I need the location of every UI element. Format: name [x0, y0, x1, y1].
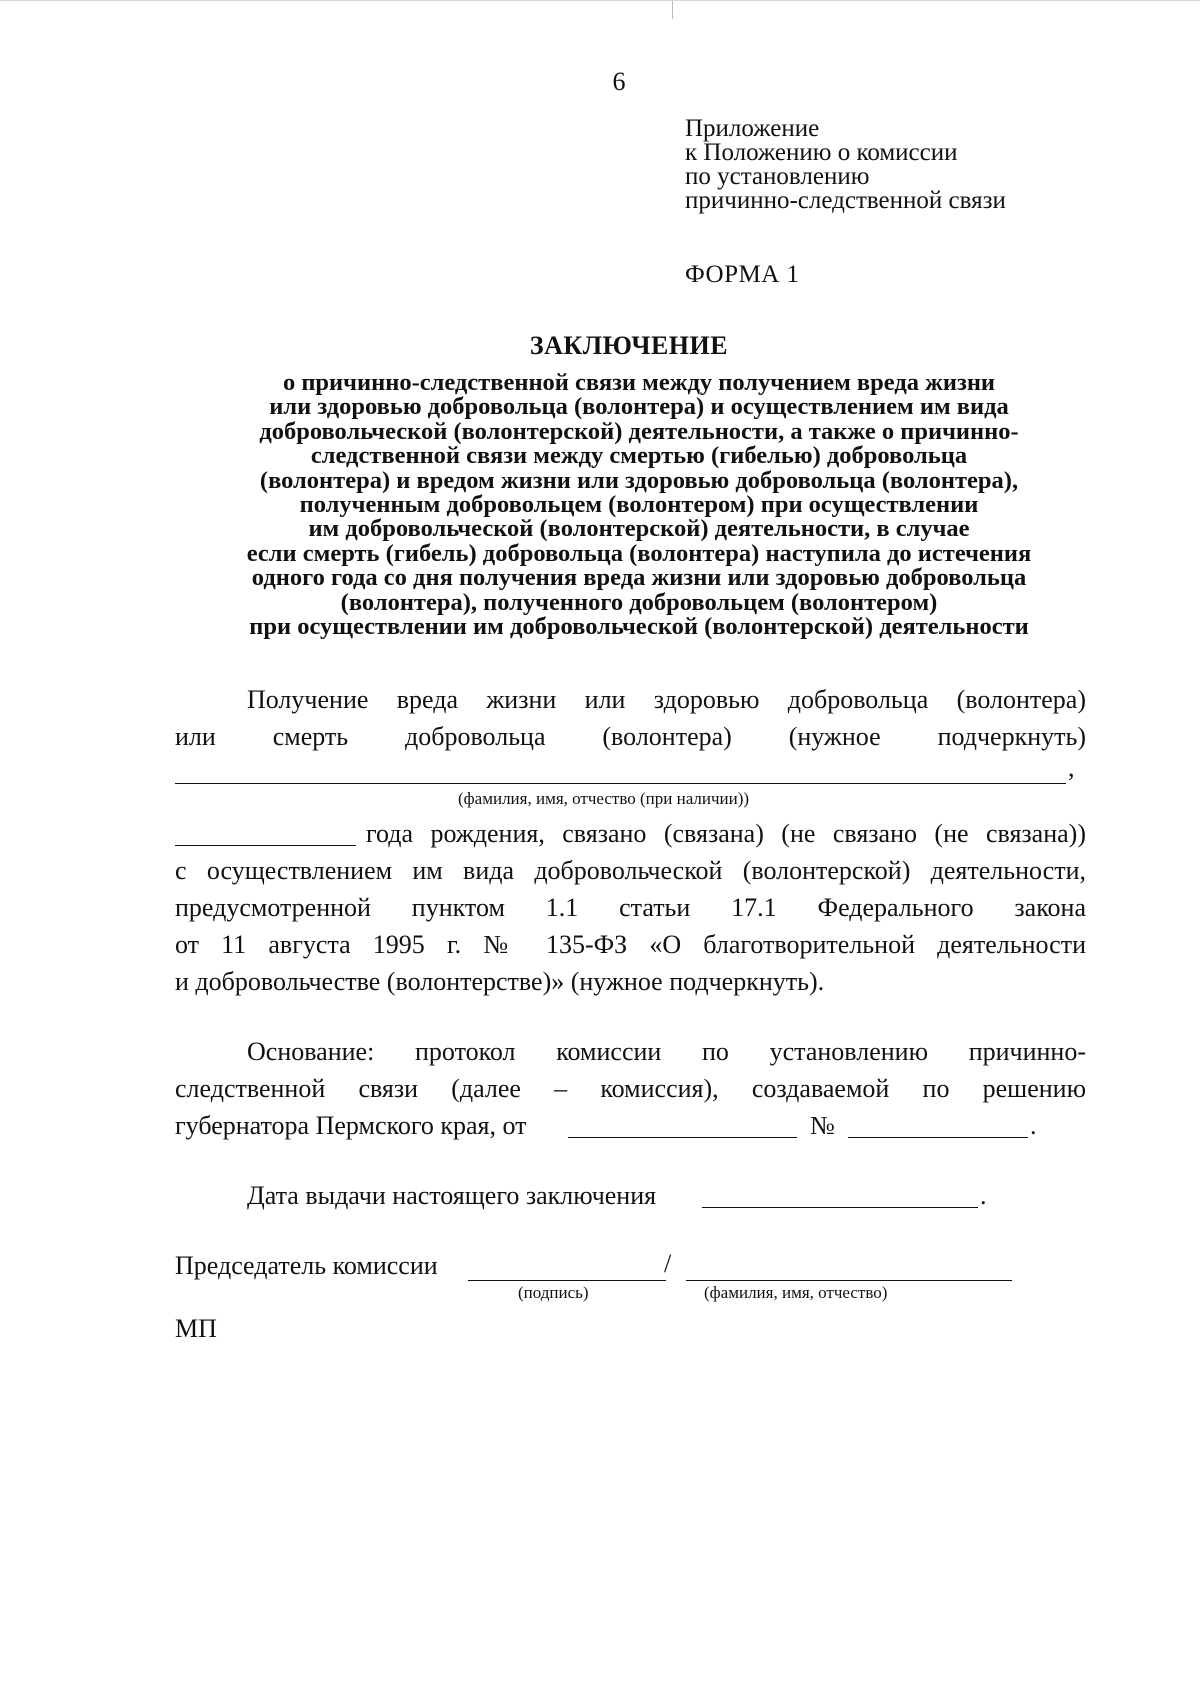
- paragraph1-line: и добровольчестве (волонтерстве)» (нужное подчеркнуть).: [175, 967, 825, 996]
- volunteer-name-field[interactable]: [175, 783, 1066, 784]
- signature-slash: /: [664, 1249, 672, 1278]
- chairman-label: Председатель комиссии: [175, 1251, 438, 1280]
- chairman-signature-field[interactable]: [468, 1280, 666, 1281]
- document-title: ЗАКЛЮЧЕНИЕ: [529, 331, 729, 360]
- appendix-line: к Положению о комиссии: [685, 139, 958, 166]
- stamp-place: МП: [175, 1314, 217, 1343]
- subtitle-line: добровольческой (волонтерской) деятельности, а также о причинно-: [259, 417, 1019, 445]
- subtitle-line: следственной связи между смертью (гибелью) добровольца: [310, 442, 968, 470]
- paragraph2-line: губернатора Пермского края, от: [175, 1111, 527, 1140]
- name-field-caption: (фамилия, имя, отчество (при наличии)): [458, 789, 750, 808]
- paragraph2-period: .: [1030, 1111, 1037, 1140]
- paragraph1-line: или смерть добровольца (волонтера) (нужное подчеркнуть): [175, 722, 1086, 751]
- appendix-header: [685, 117, 1006, 213]
- paragraph2-line: Основание: протокол комиссии по установлению причинно-: [247, 1037, 1086, 1066]
- paragraph1-line: Получение вреда жизни или здоровью добровольца (волонтера): [247, 685, 1086, 714]
- chairman-name-caption: (фамилия, имя, отчество): [704, 1283, 888, 1302]
- birth-year-field[interactable]: [175, 845, 356, 846]
- scan-edge-mark: [672, 1, 673, 19]
- subtitle-line: одного года со дня получения вреда жизни или здоровью добровольца: [251, 564, 1027, 592]
- protocol-date-field[interactable]: [568, 1137, 797, 1138]
- subtitle-line: полученным добровольцем (волонтером) при осуществлении: [299, 491, 979, 519]
- issue-date-label: Дата выдачи настоящего заключения: [247, 1181, 657, 1210]
- issue-date-field[interactable]: [702, 1207, 978, 1208]
- document-subtitle: [160, 371, 1118, 639]
- chairman-name-field[interactable]: [686, 1280, 1012, 1281]
- appendix-line: по установлению: [685, 163, 870, 190]
- subtitle-line: им добровольческой (волонтерской) деятельности, в случае: [308, 515, 970, 543]
- signature-caption: (подпись): [518, 1283, 589, 1302]
- page-number: 6: [612, 67, 626, 96]
- appendix-line: Приложение: [685, 115, 820, 142]
- paragraph2-line: следственной связи (далее – комиссия), создаваемой по решению: [175, 1074, 1086, 1103]
- appendix-line: причинно-следственной связи: [685, 187, 1006, 214]
- form-label: ФОРМА 1: [685, 261, 800, 288]
- subtitle-line: или здоровью добровольца (волонтера) и осуществлением им вида: [269, 393, 1009, 421]
- paragraph1-line: с осуществлением им вида добровольческой (волонтерской) деятельности,: [175, 856, 1086, 885]
- subtitle-line: о причинно-следственной связи между получением вреда жизни: [282, 369, 996, 396]
- number-sign: №: [810, 1111, 835, 1140]
- subtitle-line: (волонтера) и вредом жизни или здоровью добровольца (волонтера),: [259, 466, 1019, 494]
- subtitle-line: если смерть (гибель) добровольца (волонтера) наступила до истечения: [246, 539, 1032, 567]
- paragraph1-line: предусмотренной пунктом 1.1 статьи 17.1 Федерального закона: [175, 893, 1086, 922]
- paragraph1-line: от 11 августа 1995 г. № 135-ФЗ «О благотворительной деятельности: [175, 930, 1086, 959]
- paragraph1-line: года рождения, связано (связана) (не связано (не связана)): [366, 819, 1086, 848]
- subtitle-line: при осуществлении им добровольческой (волонтерской) деятельности: [249, 613, 1029, 641]
- issue-date-period: .: [980, 1181, 987, 1210]
- name-line-comma: ,: [1068, 753, 1075, 782]
- protocol-number-field[interactable]: [848, 1137, 1028, 1138]
- subtitle-line: (волонтера), полученного добровольцем (волонтером): [340, 588, 938, 616]
